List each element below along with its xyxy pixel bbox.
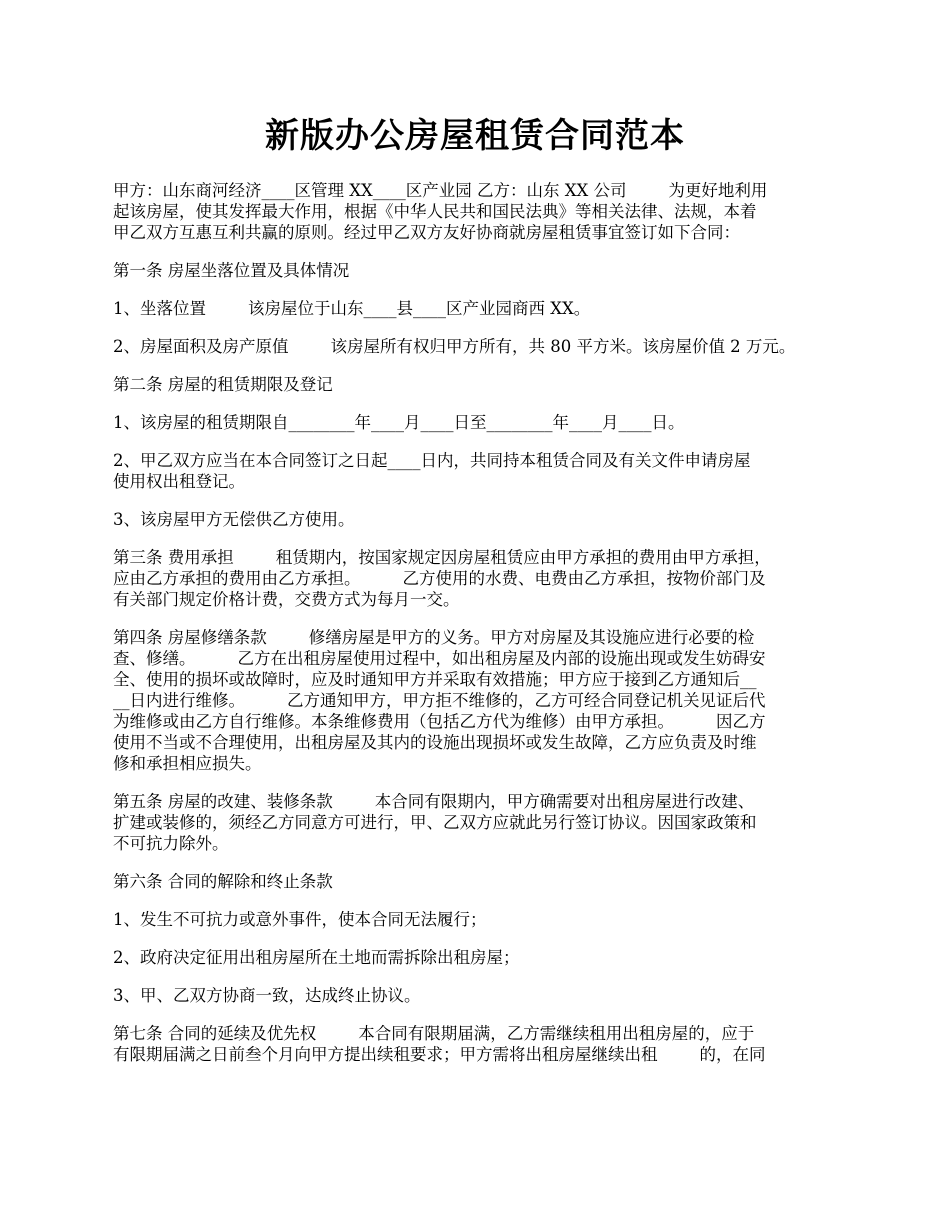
paragraph-line: 查、修缮。 乙方在出租房屋使用过程中，如出租房屋及内部的设施出现或发生妨碍安 [113,649,766,668]
document-body [113,180,853,1082]
paragraph [113,180,853,243]
paragraph-line: 使用不当或不合理使用，出租房屋及其内的设施出现损坏或发生故障，乙方应负责及时维 [113,733,757,752]
paragraph-line: 使用权出租登记。 [113,472,245,491]
paragraph-line: 第五条 房屋的改建、装修条款 本合同有限期内，甲方确需要对出租房屋进行改建、 [113,792,755,811]
document-title: 新版办公房屋租赁合同范本 [265,116,685,156]
paragraph [113,450,853,492]
paragraph-line: 第七条 合同的延续及优先权 本合同有限期届满，乙方需继续租用出租房屋的，应于 [113,1024,755,1043]
paragraph [113,374,853,395]
paragraph [113,260,853,281]
paragraph [113,547,853,610]
paragraph-line: 修和承担相应损失。 [113,754,262,773]
paragraph [113,298,853,319]
paragraph [113,871,853,892]
paragraph-line: 第六条 合同的解除和终止条款 [113,872,333,891]
paragraph-line: 有限期届满之日前叁个月向甲方提出续租要求；甲方需将出租房屋继续出租 的，在同 [113,1045,766,1064]
paragraph-line: 扩建或装修的，须经乙方同意方可进行，甲、乙双方应就此另行签订协议。因国家政策和 [113,813,757,832]
paragraph-line: 第四条 房屋修缮条款 修缮房屋是甲方的义务。甲方对房屋及其设施应进行必要的检 [113,628,755,647]
paragraph-line: 2、政府决定征用出租房屋所在土地而需拆除出租房屋； [113,948,520,967]
paragraph-line: 有关部门规定价格计费，交费方式为每月一交。 [113,590,460,609]
paragraph [113,509,853,530]
paragraph-line: 第二条 房屋的租赁期限及登记 [113,375,333,394]
paragraph-line: 不可抗力除外。 [113,834,229,853]
paragraph-line: 2、甲乙双方应当在本合同签订之日起____日内，共同持本租赁合同及有关文件申请房屋 [113,451,751,470]
paragraph-line: 3、甲、乙双方协商一致，达成终止协议。 [113,986,421,1005]
paragraph-line: 第三条 费用承担 租赁期内，按国家规定因房屋租赁应由甲方承担的费用由甲方承担， [113,548,771,567]
paragraph-line: __日内进行维修。 乙方通知甲方，甲方拒不维修的，乙方可经合同登记机关见证后代 [113,691,766,710]
paragraph [113,336,853,357]
paragraph-line: 1、发生不可抗力或意外事件，使本合同无法履行； [113,910,487,929]
paragraph-line: 1、该房屋的租赁期限自________年____月____日至________年____月____日。 [113,413,685,432]
paragraph-line: 甲乙双方互惠互利共赢的原则。经过甲乙双方友好协商就房屋租赁事宜签订如下合同： [113,223,740,242]
paragraph [113,791,853,854]
paragraph [113,1023,853,1065]
paragraph [113,627,853,774]
paragraph [113,909,853,930]
paragraph-line: 第一条 房屋坐落位置及具体情况 [113,261,350,280]
paragraph-line: 1、坐落位置 该房屋位于山东____县____区产业园商西 XX。 [113,299,591,318]
paragraph-line: 3、该房屋甲方无偿供乙方使用。 [113,510,355,529]
paragraph [113,947,853,968]
paragraph-line: 起该房屋，使其发挥最大作用，根据《中华人民共和国民法典》等相关法律、法规，本着 [113,202,757,221]
paragraph-line: 2、房屋面积及房产原值 该房屋所有权归甲方所有，共 80 平方米。该房屋价值 2 万元。 [113,337,796,356]
paragraph-line: 应由乙方承担的费用由乙方承担。 乙方使用的水费、电费由乙方承担，按物价部门及 [113,569,766,588]
paragraph [113,412,853,433]
paragraph-line: 全、使用的损坏或故障时，应及时通知甲方并采取有效措施；甲方应于接到乙方通知后__ [113,670,757,689]
paragraph [113,985,853,1006]
paragraph-line: 甲方：山东商河经济____区管理 XX____区产业园 乙方：山东 XX 公司 为更好地利用 [113,181,768,200]
paragraph-line: 为维修或由乙方自行维修。本条维修费用（包括乙方代为维修）由甲方承担。 因乙方 [113,712,766,731]
